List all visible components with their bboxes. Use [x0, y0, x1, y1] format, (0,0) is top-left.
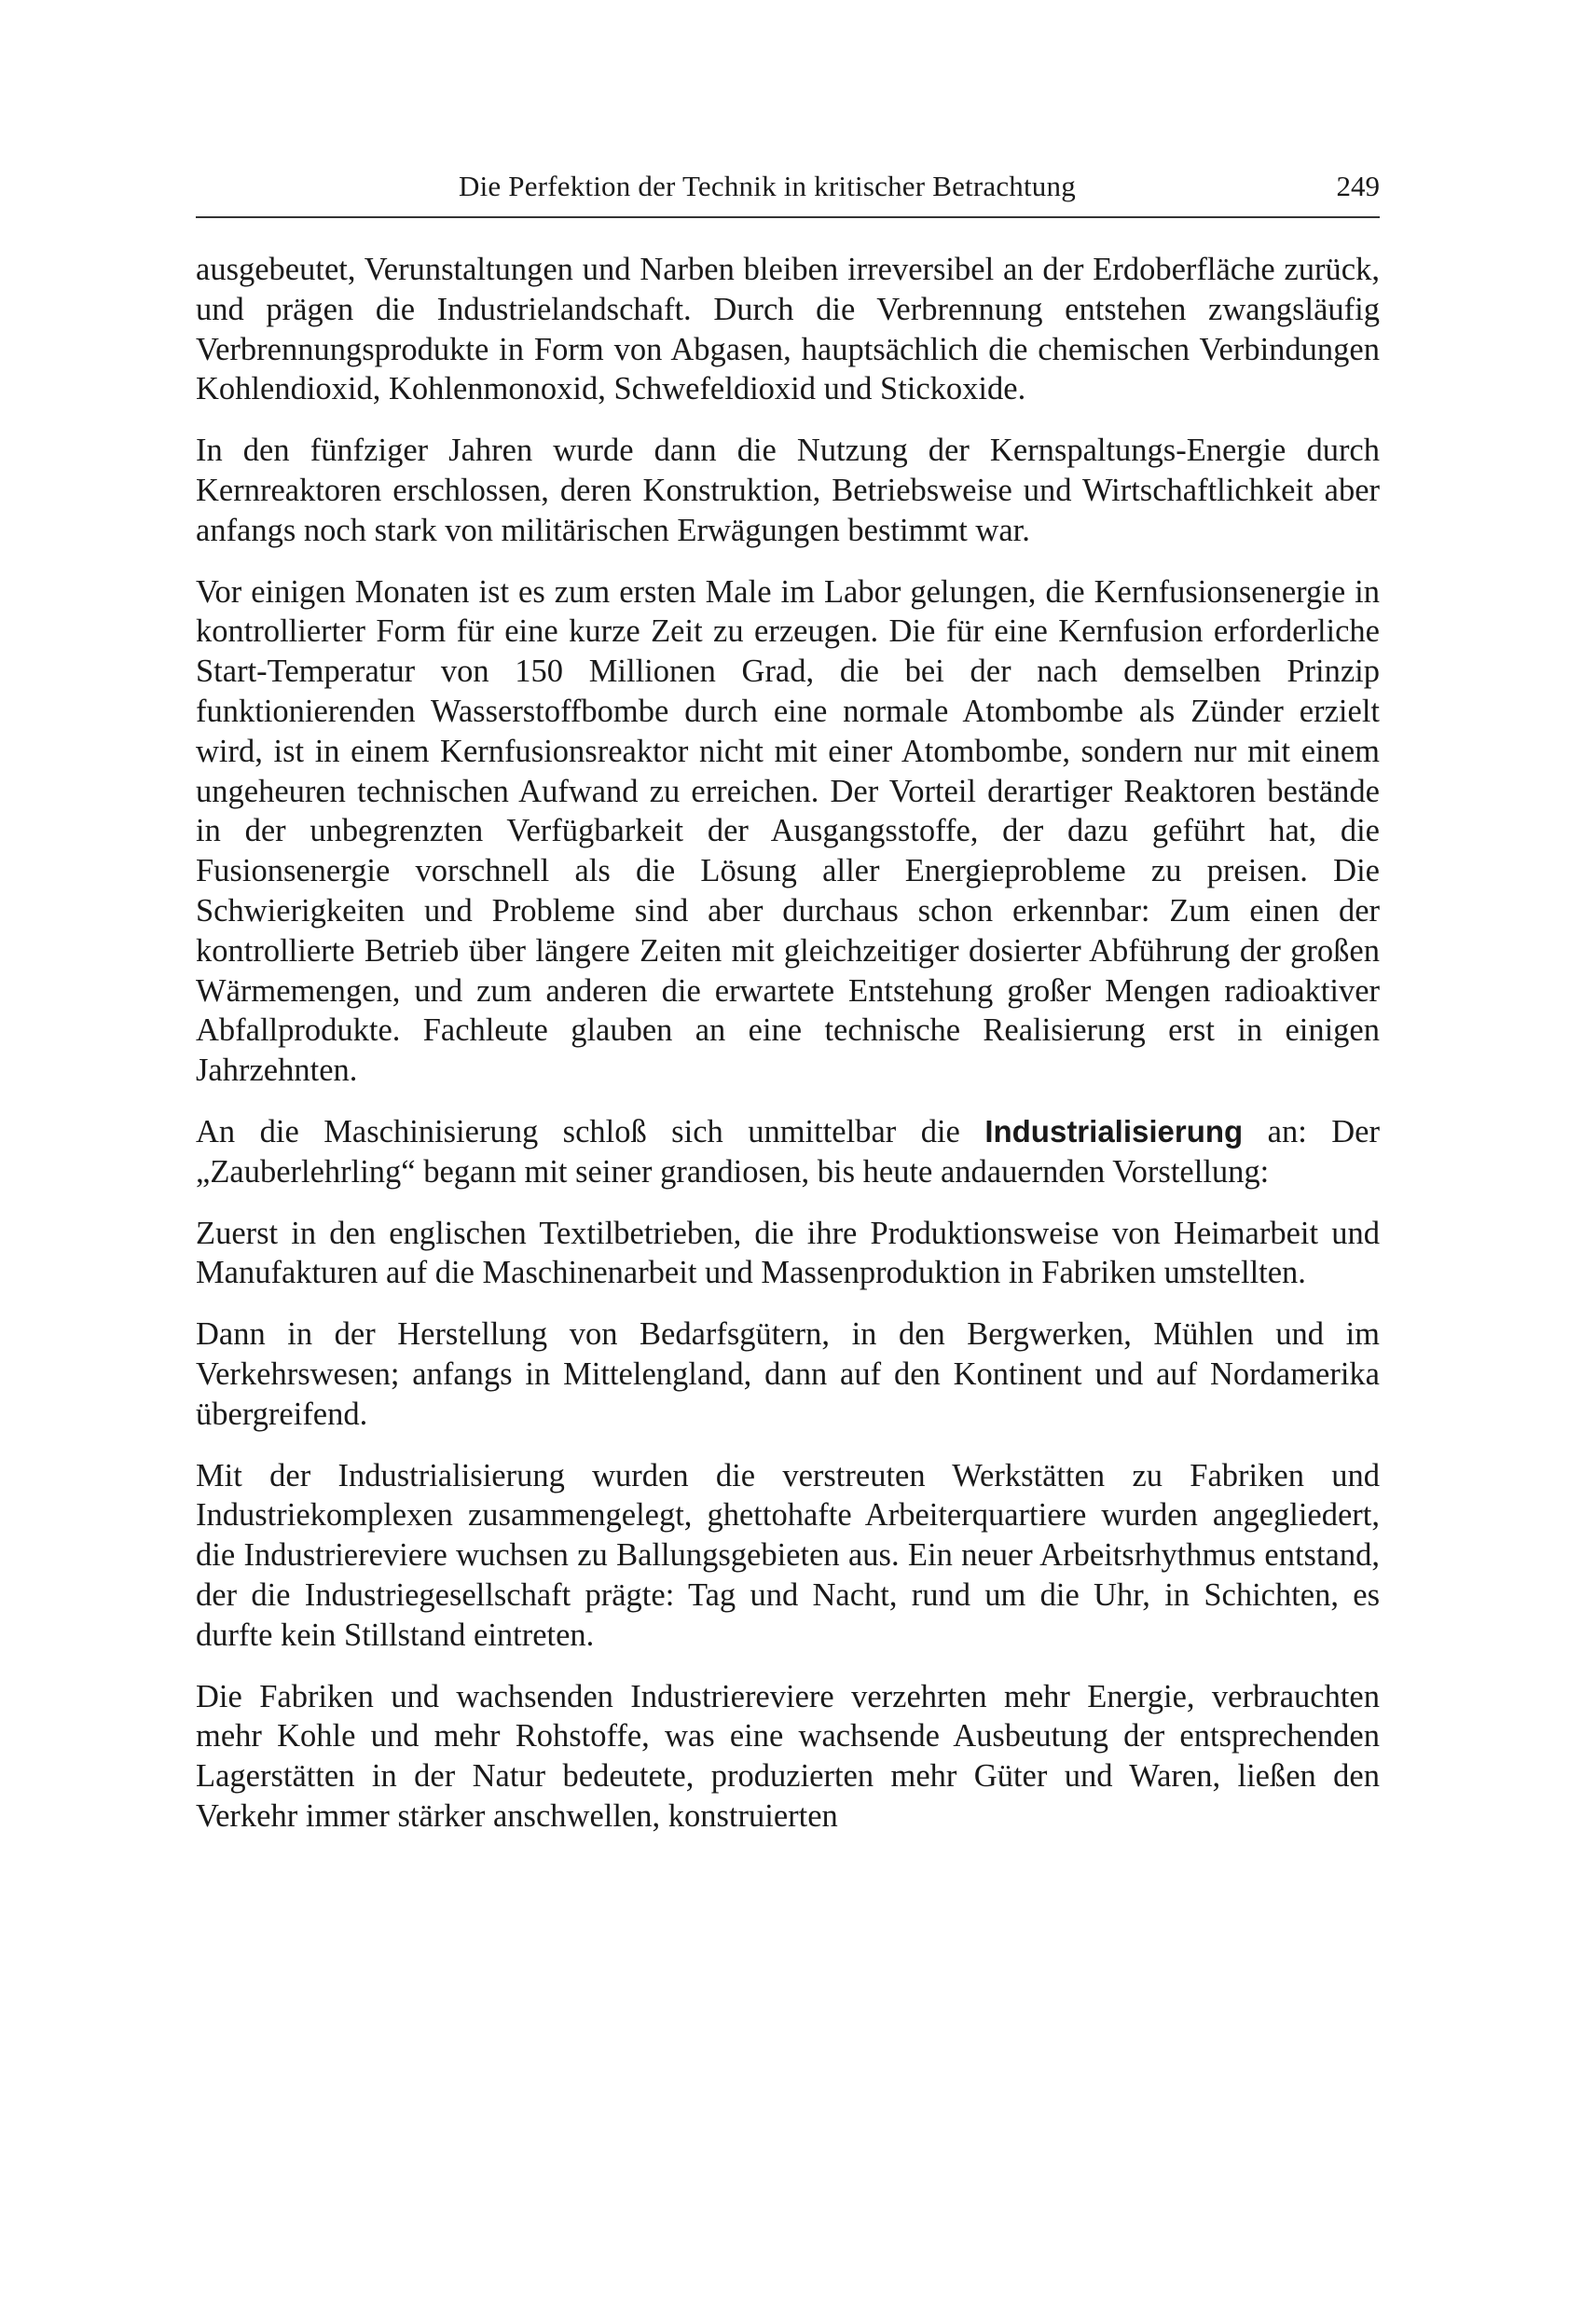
paragraph-text-before: An die Maschinisierung schloß sich unmittelbar die — [196, 1113, 985, 1149]
paragraph: Vor einigen Monaten ist es zum ersten Male im Labor gelungen, die Kernfusionsenergie in kontrollierter Form für eine kurze Zeit zu erzeugen. Die für eine Kernfusion erforderliche Start-Temperatur von 150 Millionen Grad, die bei der nach demselben Prinzip funktionierenden Wasserstoffbombe durch eine normale Atombombe als Zünder erzielt wird, ist in einem Kernfusionsreaktor nicht mit einer Atombombe, sondern nur mit einem ungeheuren technischen Aufwand zu erreichen. Der Vorteil derartiger Reaktoren bestände in der unbegrenzten Verfügbarkeit der Ausgangsstoffe, der dazu geführt hat, die Fusionsenergie vorschnell als die Lösung aller Energieprobleme zu preisen. Die Schwierigkeiten und Probleme sind aber durchaus schon erkennbar: Zum einen der kontrollierte Betrieb über längere Zeiten mit gleichzeitiger dosierter Abführung der großen Wärmemengen, und zum anderen die erwartete Entstehung großer Mengen radioaktiver Abfallprodukte. Fachleute glauben an eine technische Realisierung erst in einigen Jahrzehnten. — [196, 573, 1380, 1089]
paragraph: Mit der Industrialisierung wurden die verstreuten Werkstätten zu Fabriken und Industriekomplexen zusammengelegt, ghettohafte Arbeiterquartiere wurden angegliedert, die Industriereviere wuchsen zu Ballungsgebieten aus. Ein neuer Arbeitsrhythmus entstand, der die Industriegesellschaft prägte: Tag und Nacht, rund um die Uhr, in Schichten, es durfte kein Stillstand eintreten. — [196, 1457, 1380, 1653]
body-text — [196, 250, 1380, 1858]
paragraph: Zuerst in den englischen Textilbetrieben, die ihre Produktionsweise von Heimarbeit und Manufakturen auf die Maschinenarbeit und Massenproduktion in Fabriken umstellten. — [196, 1215, 1380, 1291]
running-header-title: Die Perfektion der Technik in kritischer Betrachtung — [459, 170, 1076, 202]
running-header — [196, 160, 1380, 218]
paragraph: ausgebeutet, Verunstaltungen und Narben bleiben irreversibel an der Erdoberfläche zurück, und prägen die Industrielandschaft. Durch die Verbrennung entstehen zwangsläufig Verbrennungsprodukte in Form von Abgasen, hauptsächlich die chemischen Verbindungen Kohlendioxid, Kohlenmonoxid, Schwefeldioxid und Stickoxide. — [196, 252, 1380, 407]
emphasized-term: Industrialisierung — [984, 1113, 1244, 1149]
paragraph-text-after: an: Der „Zauberlehrling“ begann mit seiner grandiosen, bis heute andauernden Vorstellung: — [196, 1113, 1380, 1190]
page-number: 249 — [1336, 170, 1380, 202]
paragraph: In den fünfziger Jahren wurde dann die Nutzung der Kernspaltungs-Energie durch Kernreaktoren erschlossen, deren Konstruktion, Betriebsweise und Wirtschaftlichkeit aber anfangs noch stark von militärischen Erwägungen bestimmt war. — [196, 433, 1380, 548]
paragraph: Die Fabriken und wachsenden Industriereviere verzehrten mehr Energie, verbrauchten mehr Kohle und mehr Rohstoffe, was eine wachsende Ausbeutung der entsprechenden Lagerstätten in der Natur bedeutete, produzierten mehr Güter und Waren, ließen den Verkehr immer stärker anschwellen, konstruierten — [196, 1678, 1380, 1834]
paragraph-industrialisierung — [196, 1112, 1380, 1192]
paragraph: Dann in der Herstellung von Bedarfsgütern, in den Bergwerken, Mühlen und im Verkehrswesen; anfangs in Mittelengland, dann auf den Kontinent und auf Nordamerika übergreifend. — [196, 1316, 1380, 1432]
